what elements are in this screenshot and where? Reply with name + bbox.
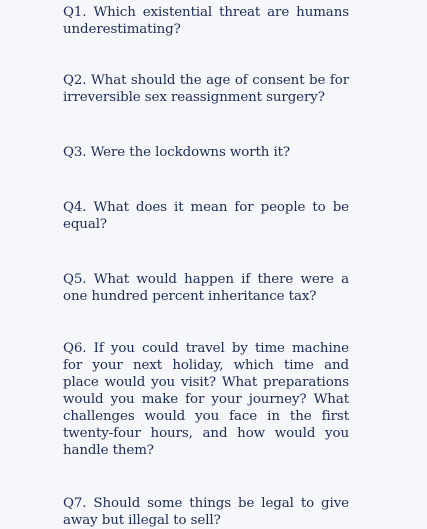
question-4: Q4. What does it mean for people to be equal? [63, 200, 349, 232]
question-7: Q7. Should some things be legal to give away but illegal to sell? [63, 496, 349, 528]
question-3: Q3. Were the lockdowns worth it? [63, 145, 291, 160]
question-2: Q2. What should the age of consent be for irreversible sex reassignment surgery? [63, 73, 349, 105]
question-6: Q6. If you could travel by time machine for your next holiday, which time and place would you visit? What preparations would you make for your journey? What challenges would you face in the first twenty-four hours, and how would you handle them? [63, 341, 349, 458]
question-1: Q1. Which existential threat are humans underestimating? [63, 5, 349, 37]
question-list [63, 4, 349, 529]
question-5: Q5. What would happen if there were a one hundred percent inheritance tax? [63, 272, 349, 304]
